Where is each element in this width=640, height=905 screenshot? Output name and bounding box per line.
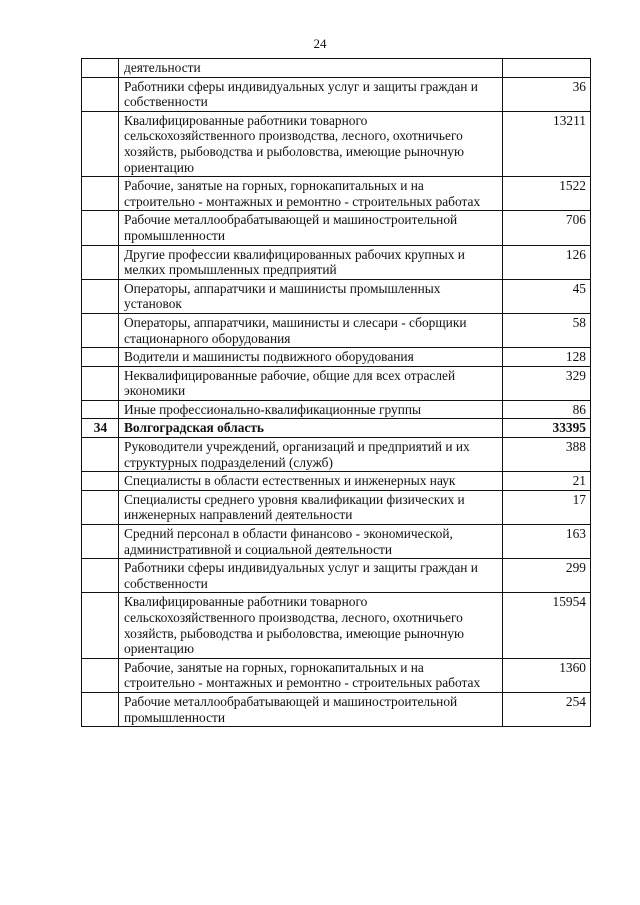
occupation-name: Специалисты в области естественных и инженерных наук: [119, 472, 503, 491]
occupation-name: Руководители учреждений, организаций и предприятий и их структурных подразделений (служб): [119, 438, 503, 472]
table-row: [82, 279, 591, 313]
occupation-name: Рабочие, занятые на горных, горнокапитальных и на строительно - монтажных и ремонтно - строительных работах: [119, 658, 503, 692]
occupation-name: Неквалифицированные рабочие, общие для всех отраслей экономики: [119, 366, 503, 400]
occupation-name: Работники сферы индивидуальных услуг и защиты граждан и собственности: [119, 559, 503, 593]
row-number: [82, 245, 119, 279]
row-number: [82, 211, 119, 245]
occupation-name: Квалифицированные работники товарного сельскохозяйственного производства, лесного, охотничьего хозяйств, рыбоводства и рыболовства, имеющие рыночную ориентацию: [119, 111, 503, 176]
worker-count: 1360: [503, 658, 591, 692]
row-number: 34: [82, 419, 119, 438]
worker-count: 254: [503, 692, 591, 726]
worker-count: 21: [503, 472, 591, 491]
occupation-name: Операторы, аппаратчики и машинисты промышленных установок: [119, 279, 503, 313]
row-number: [82, 658, 119, 692]
occupation-name: Операторы, аппаратчики, машинисты и слесари - сборщики стационарного оборудования: [119, 313, 503, 347]
worker-count: 388: [503, 438, 591, 472]
table-row: [82, 366, 591, 400]
table-row: [82, 593, 591, 658]
occupation-name: Волгоградская область: [119, 419, 503, 438]
occupation-name: Специалисты среднего уровня квалификации физических и инженерных направлений деятельности: [119, 490, 503, 524]
occupation-name: Водители и машинисты подвижного оборудования: [119, 348, 503, 367]
worker-count: 126: [503, 245, 591, 279]
row-number: [82, 111, 119, 176]
page-number: 24: [313, 36, 327, 51]
occupation-name: Другие профессии квалифицированных рабочих крупных и мелких промышленных предприятий: [119, 245, 503, 279]
worker-count: 33395: [503, 419, 591, 438]
region-row: [82, 419, 591, 438]
worker-count: 128: [503, 348, 591, 367]
worker-count: 299: [503, 559, 591, 593]
row-number: [82, 438, 119, 472]
worker-count: 13211: [503, 111, 591, 176]
worker-count: 36: [503, 77, 591, 111]
worker-count: 45: [503, 279, 591, 313]
table-row: [82, 77, 591, 111]
table-row: [82, 438, 591, 472]
row-number: [82, 490, 119, 524]
row-number: [82, 525, 119, 559]
occupation-table: [81, 58, 591, 727]
worker-count: 706: [503, 211, 591, 245]
worker-count: 58: [503, 313, 591, 347]
table-row: [82, 472, 591, 491]
table-row: [82, 177, 591, 211]
table-row: [82, 658, 591, 692]
occupation-name: Рабочие металлообрабатывающей и машиностроительной промышленности: [119, 211, 503, 245]
row-number: [82, 348, 119, 367]
row-number: [82, 400, 119, 419]
row-number: [82, 279, 119, 313]
occupation-name: Рабочие металлообрабатывающей и машиностроительной промышленности: [119, 692, 503, 726]
row-number: [82, 472, 119, 491]
worker-count: 15954: [503, 593, 591, 658]
row-number: [82, 313, 119, 347]
occupation-name: Иные профессионально-квалификационные группы: [119, 400, 503, 419]
worker-count: 163: [503, 525, 591, 559]
table-row: [82, 692, 591, 726]
table-row: [82, 490, 591, 524]
occupation-name: Средний персонал в области финансово - экономической, административной и социальной деятельности: [119, 525, 503, 559]
worker-count: 329: [503, 366, 591, 400]
occupation-name: Работники сферы индивидуальных услуг и защиты граждан и собственности: [119, 77, 503, 111]
worker-count: [503, 59, 591, 78]
worker-count: 17: [503, 490, 591, 524]
row-number: [82, 77, 119, 111]
row-number: [82, 559, 119, 593]
occupation-name: деятельности: [119, 59, 503, 78]
table-row: [82, 525, 591, 559]
table-row: [82, 313, 591, 347]
table-row: [82, 348, 591, 367]
table-row: [82, 59, 591, 78]
table-row: [82, 111, 591, 176]
occupation-name: Рабочие, занятые на горных, горнокапитальных и на строительно - монтажных и ремонтно - строительных работах: [119, 177, 503, 211]
table-row: [82, 400, 591, 419]
table-row: [82, 559, 591, 593]
table-row: [82, 245, 591, 279]
row-number: [82, 366, 119, 400]
worker-count: 1522: [503, 177, 591, 211]
occupation-name: Квалифицированные работники товарного сельскохозяйственного производства, лесного, охотничьего хозяйств, рыбоводства и рыболовства, имеющие рыночную ориентацию: [119, 593, 503, 658]
worker-count: 86: [503, 400, 591, 419]
row-number: [82, 59, 119, 78]
row-number: [82, 593, 119, 658]
table-row: [82, 211, 591, 245]
row-number: [82, 177, 119, 211]
row-number: [82, 692, 119, 726]
